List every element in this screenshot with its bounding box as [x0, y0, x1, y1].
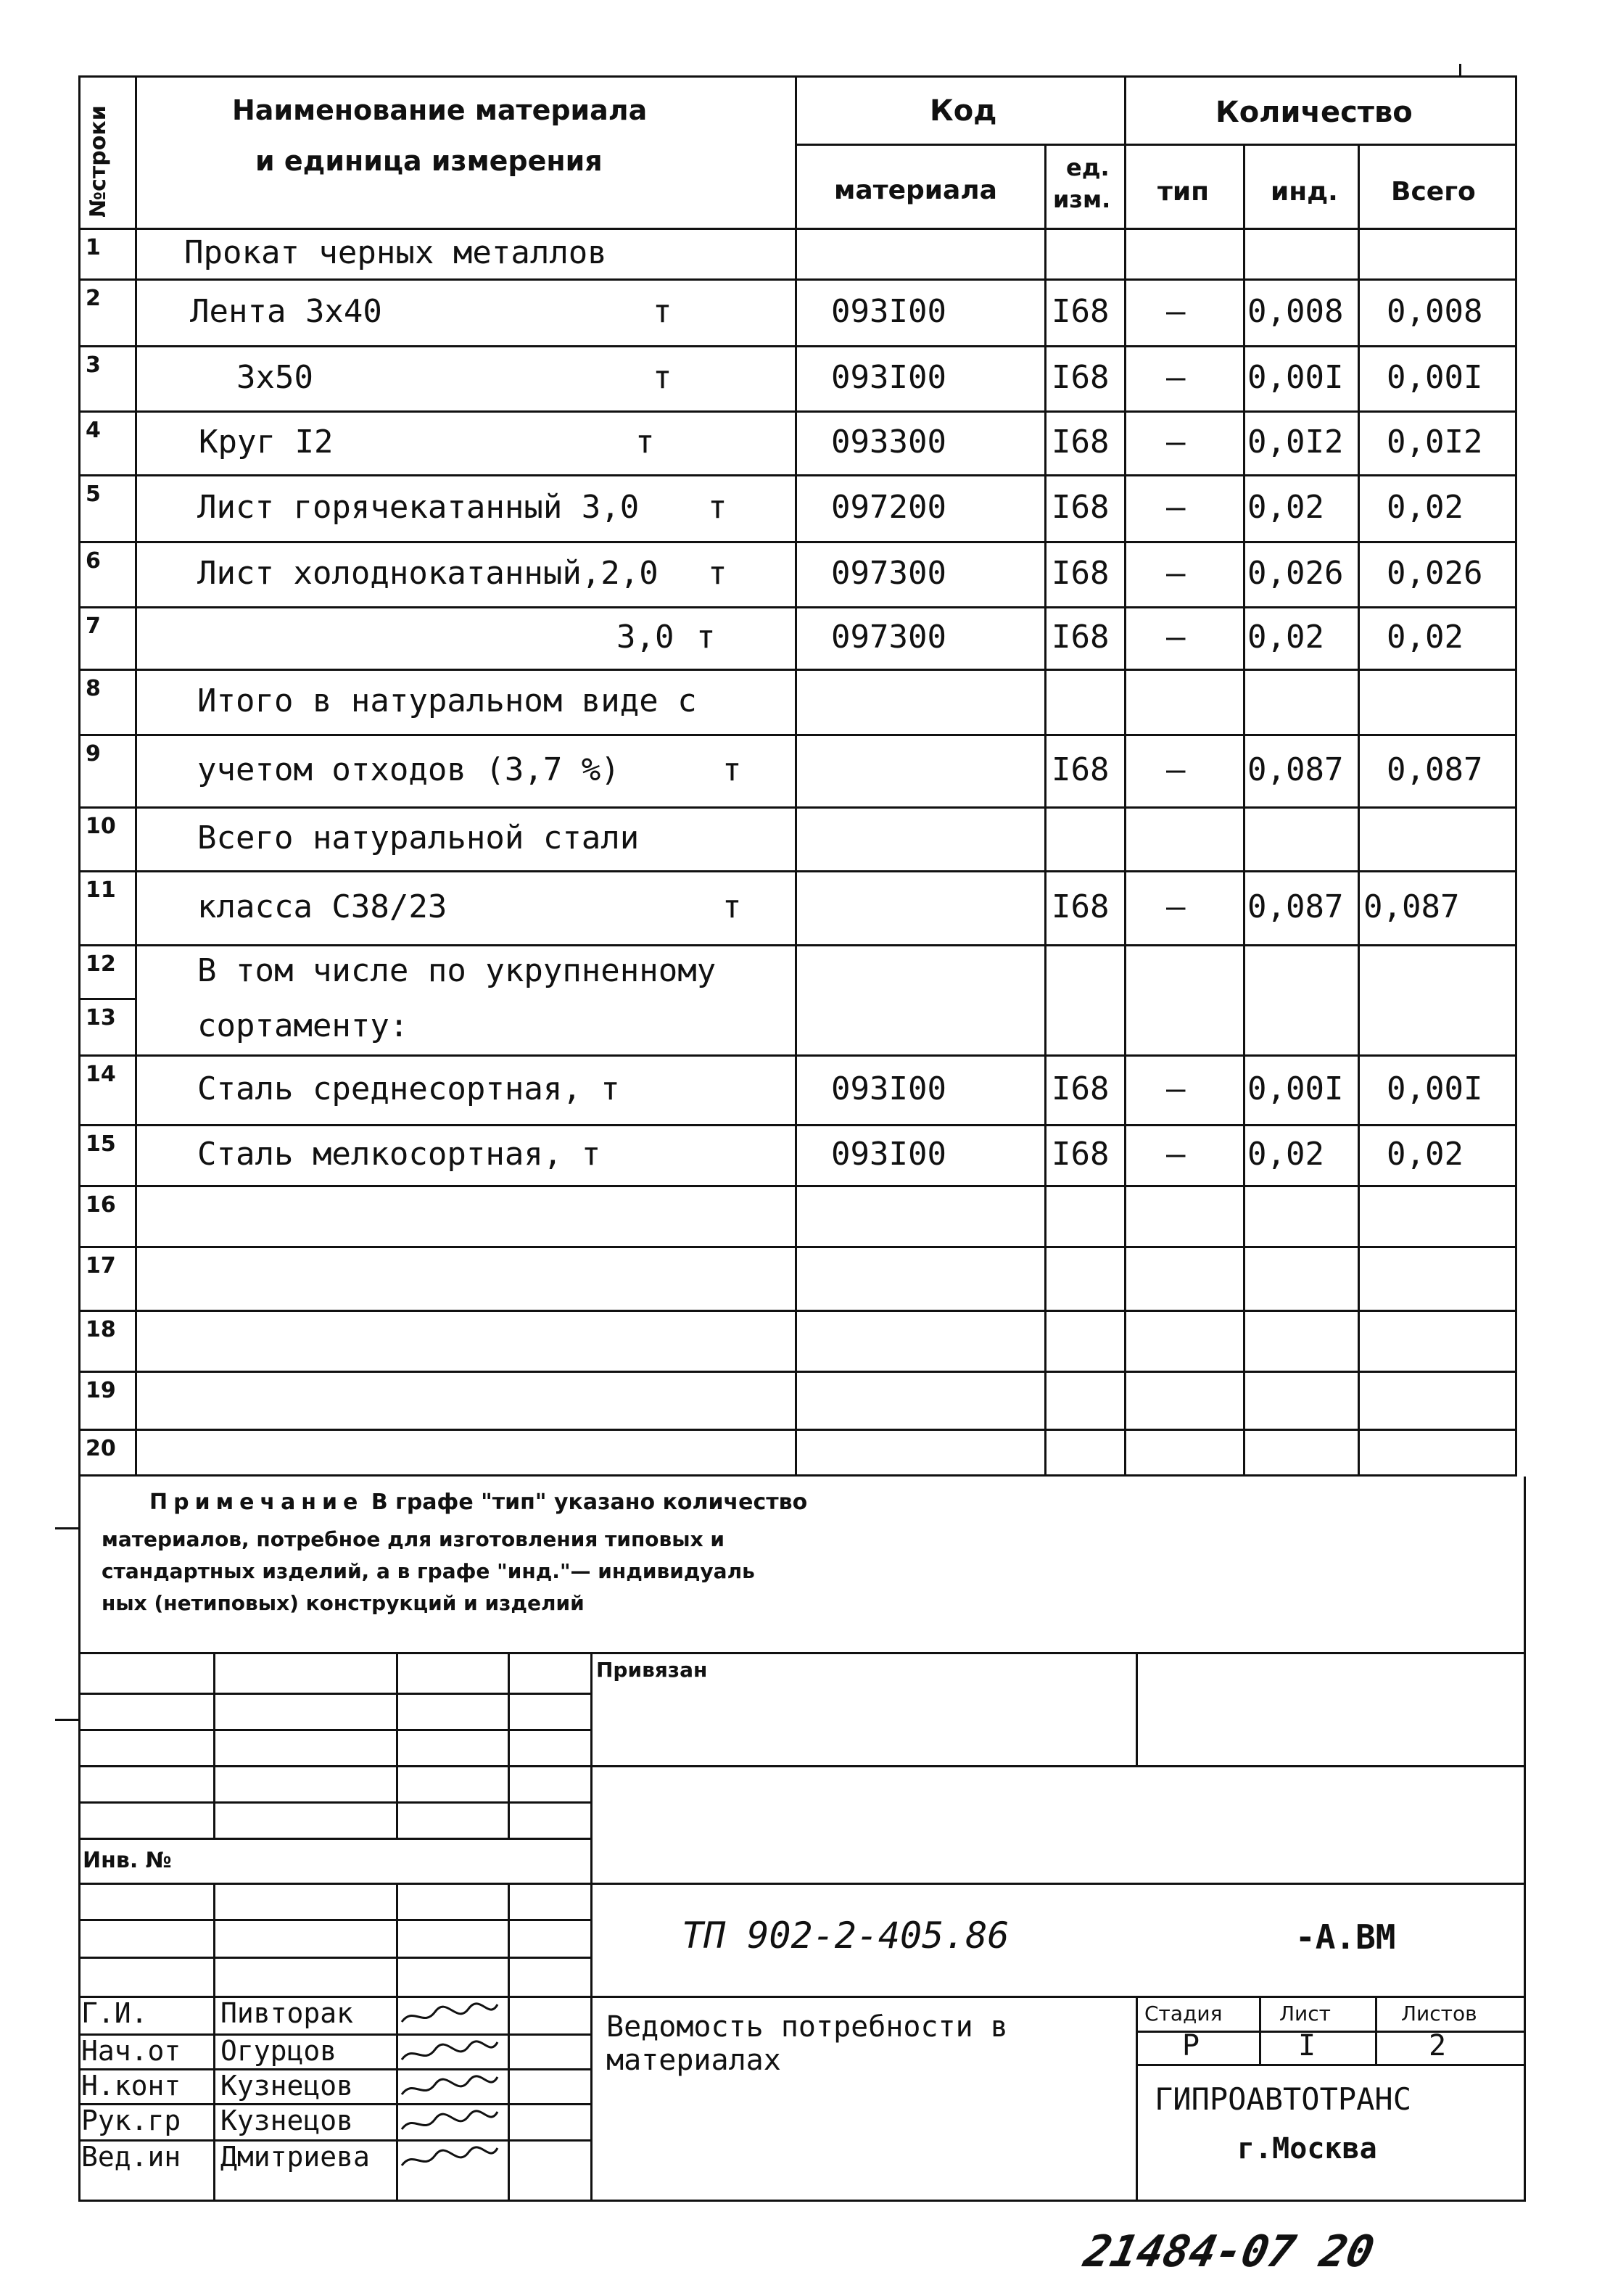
cell-row-9-ind: 0,087	[1247, 751, 1344, 788]
cell-row-15-total: 0,02	[1387, 1136, 1464, 1173]
signer-role-0: Г.И.	[81, 1997, 148, 2029]
cell-row-7-ucode: I68	[1052, 619, 1110, 656]
header-name-line2: и единица измерения	[255, 145, 603, 177]
document-title-line1: Ведомость потребности в	[606, 2010, 1008, 2044]
cell-row-7-type: –	[1166, 619, 1186, 656]
cell-row-7-name: 3,0	[616, 619, 674, 656]
cell-row-6-ind: 0,026	[1247, 555, 1344, 592]
cell-row-2-n: 2	[86, 286, 101, 311]
cell-row-7-n: 7	[86, 614, 101, 639]
cell-row-6-unit: т	[708, 555, 727, 592]
cell-row-3-code: 093I00	[831, 359, 946, 396]
signer-name-3: Кузнецов	[220, 2105, 354, 2136]
cell-row-2-ucode: I68	[1052, 293, 1110, 330]
cell-row-9-ucode: I68	[1052, 751, 1110, 788]
footer-handwritten-number: 21484-07 20	[1079, 2226, 1379, 2277]
organization-city: г.Москва	[1237, 2132, 1377, 2165]
cell-row-5-name: Лист горячекатанный 3,0	[197, 489, 640, 526]
organization-name: ГИПРОАВТОТРАНС	[1155, 2081, 1412, 2117]
signature-mark-1	[399, 2036, 500, 2068]
header-quantity: Количество	[1215, 96, 1413, 129]
document-code	[682, 1915, 1010, 1957]
cell-row-1-name: Прокат черных металлов	[184, 234, 607, 271]
cell-row-4-unit: т	[635, 424, 655, 461]
cell-row-5-n: 5	[86, 482, 101, 507]
cell-row-6-n: 6	[86, 548, 101, 574]
cell-row-14-ind: 0,00I	[1247, 1070, 1344, 1107]
cell-row-4-ind: 0,0I2	[1247, 424, 1344, 461]
cell-row-2-total: 0,008	[1387, 293, 1483, 330]
cell-row-3-ind: 0,00I	[1247, 359, 1344, 396]
inventory-number-label: Инв. №	[83, 1848, 172, 1873]
note-line3: стандартных изделий, а в графе "инд."— индивидуаль	[102, 1559, 755, 1583]
cell-row-15-ucode: I68	[1052, 1136, 1110, 1173]
cell-row-3-ucode: I68	[1052, 359, 1110, 396]
cell-row-14-n: 14	[86, 1062, 116, 1087]
cell-row-7-ind: 0,02	[1247, 619, 1324, 656]
cell-row-9-name: учетом отходов (3,7 %)	[197, 751, 620, 788]
cell-row-18-n: 18	[86, 1317, 116, 1342]
cell-row-4-n: 4	[86, 418, 101, 443]
document-title-line2: материалах	[606, 2044, 781, 2077]
signer-name-2: Кузнецов	[220, 2070, 354, 2102]
signer-role-3: Рук.гр	[81, 2105, 181, 2136]
cell-row-6-code: 097300	[831, 555, 946, 592]
sheet-label: Лист	[1279, 2002, 1331, 2025]
signature-mark-3	[399, 2106, 500, 2138]
cell-row-10-n: 10	[86, 814, 116, 839]
cell-row-9-unit: т	[722, 751, 742, 788]
cell-row-3-type: –	[1166, 359, 1186, 396]
cell-row-14-code: 093I00	[831, 1070, 946, 1107]
cell-row-12-name: В том числе по укрупненному	[197, 952, 717, 989]
cell-row-11-name: класса С38/23	[197, 888, 447, 925]
cell-row-8-n: 8	[86, 676, 101, 701]
signer-name-0: Пивторак	[220, 1997, 354, 2029]
cell-row-13-name: сортаменту:	[197, 1007, 409, 1044]
cell-row-11-ind: 0,087	[1247, 888, 1344, 925]
cell-row-3-n: 3	[86, 352, 101, 378]
document-suffix: -А.ВМ	[1295, 1917, 1396, 1957]
cell-row-3-unit: т	[653, 359, 672, 396]
cell-row-5-ucode: I68	[1052, 489, 1110, 526]
note-line2: материалов, потребное для изготовления типовых и	[102, 1527, 724, 1551]
signature-mark-4	[399, 2142, 500, 2174]
cell-row-11-n: 11	[86, 877, 116, 903]
cell-row-7-total: 0,02	[1387, 619, 1464, 656]
cell-row-6-name: Лист холоднокатанный,2,0	[197, 555, 659, 592]
cell-row-9-total: 0,087	[1387, 751, 1483, 788]
cell-row-6-ucode: I68	[1052, 555, 1110, 592]
cell-row-6-total: 0,026	[1387, 555, 1483, 592]
cell-row-5-total: 0,02	[1387, 489, 1464, 526]
cell-row-14-total: 0,00I	[1387, 1070, 1483, 1107]
note-lead: Примечание	[149, 1490, 364, 1515]
cell-row-14-ucode: I68	[1052, 1070, 1110, 1107]
cell-row-4-total: 0,0I2	[1387, 424, 1483, 461]
cell-row-15-ind: 0,02	[1247, 1136, 1324, 1173]
cell-row-16-n: 16	[86, 1192, 116, 1218]
note-line1: В графе "тип" указано количество	[363, 1490, 808, 1515]
cell-row-5-unit: т	[708, 489, 727, 526]
cell-row-2-ind: 0,008	[1247, 293, 1344, 330]
cell-row-4-type: –	[1166, 424, 1186, 461]
header-name-line1: Наименование материала	[232, 94, 648, 126]
signer-role-1: Нач.от	[81, 2035, 181, 2067]
cell-row-5-code: 097200	[831, 489, 946, 526]
document-code-text: ТП 902-2-405.86	[682, 1915, 1010, 1957]
header-code: Код	[930, 94, 997, 128]
cell-row-15-name: Сталь мелкосортная, т	[197, 1136, 601, 1173]
cell-row-13-n: 13	[86, 1005, 116, 1031]
cell-row-15-type: –	[1166, 1136, 1186, 1173]
cell-row-11-unit: т	[722, 888, 742, 925]
signer-role-2: Н.конт	[81, 2070, 181, 2102]
cell-row-3-name: 3х50	[236, 359, 313, 396]
cell-row-2-unit: т	[653, 293, 672, 330]
header-code-unit-1: ед.	[1066, 154, 1110, 181]
signer-name-4: Дмитриева	[220, 2141, 370, 2173]
cell-row-7-unit: т	[696, 619, 716, 656]
cell-row-9-type: –	[1166, 751, 1186, 788]
stage-value: Р	[1182, 2029, 1200, 2062]
cell-row-20-n: 20	[86, 1436, 116, 1461]
header-q-ind: инд.	[1271, 177, 1338, 207]
cell-row-15-n: 15	[86, 1131, 116, 1157]
sheets-label: Листов	[1401, 2002, 1477, 2025]
note-line4: ных (нетиповых) конструкций и изделий	[102, 1591, 585, 1615]
cell-row-12-n: 12	[86, 951, 116, 977]
privyazan-label: Привязан	[596, 1658, 708, 1682]
cell-row-7-code: 097300	[831, 619, 946, 656]
cell-row-4-ucode: I68	[1052, 424, 1110, 461]
signature-mark-0	[399, 1999, 500, 2031]
cell-row-14-name: Сталь среднесортная, т	[197, 1070, 620, 1107]
signer-name-1: Огурцов	[220, 2035, 337, 2067]
cell-row-11-ucode: I68	[1052, 888, 1110, 925]
header-code-material: материала	[834, 175, 997, 205]
cell-row-11-total: 0,087	[1363, 888, 1460, 925]
cell-row-2-type: –	[1166, 293, 1186, 330]
cell-row-8-name: Итого в натуральном виде с	[197, 682, 697, 719]
cell-row-5-ind: 0,02	[1247, 489, 1324, 526]
header-row-number: №строки	[86, 105, 111, 218]
cell-row-1-n: 1	[86, 235, 101, 260]
stage-label: Стадия	[1144, 2002, 1223, 2025]
header-q-type: тип	[1157, 177, 1209, 207]
signature-mark-2	[399, 2071, 500, 2103]
cell-row-6-type: –	[1166, 555, 1186, 592]
cell-row-5-type: –	[1166, 489, 1186, 526]
cell-row-14-type: –	[1166, 1070, 1186, 1107]
cell-row-9-n: 9	[86, 741, 101, 767]
cell-row-19-n: 19	[86, 1378, 116, 1403]
signer-role-4: Вед.ин	[81, 2141, 181, 2173]
cell-row-4-name: Круг I2	[199, 424, 334, 461]
cell-row-2-code: 093I00	[831, 293, 946, 330]
cell-row-17-n: 17	[86, 1253, 116, 1279]
cell-row-3-total: 0,00I	[1387, 359, 1483, 396]
cell-row-11-type: –	[1166, 888, 1186, 925]
header-q-total: Всего	[1391, 177, 1476, 207]
sheet-value: I	[1298, 2029, 1316, 2062]
header-code-unit-2: изм.	[1053, 186, 1111, 213]
cell-row-10-name: Всего натуральной стали	[197, 819, 640, 856]
cell-row-2-name: Лента 3х40	[190, 293, 382, 330]
cell-row-15-code: 093I00	[831, 1136, 946, 1173]
sheets-value: 2	[1429, 2029, 1447, 2062]
cell-row-4-code: 093300	[831, 424, 946, 461]
